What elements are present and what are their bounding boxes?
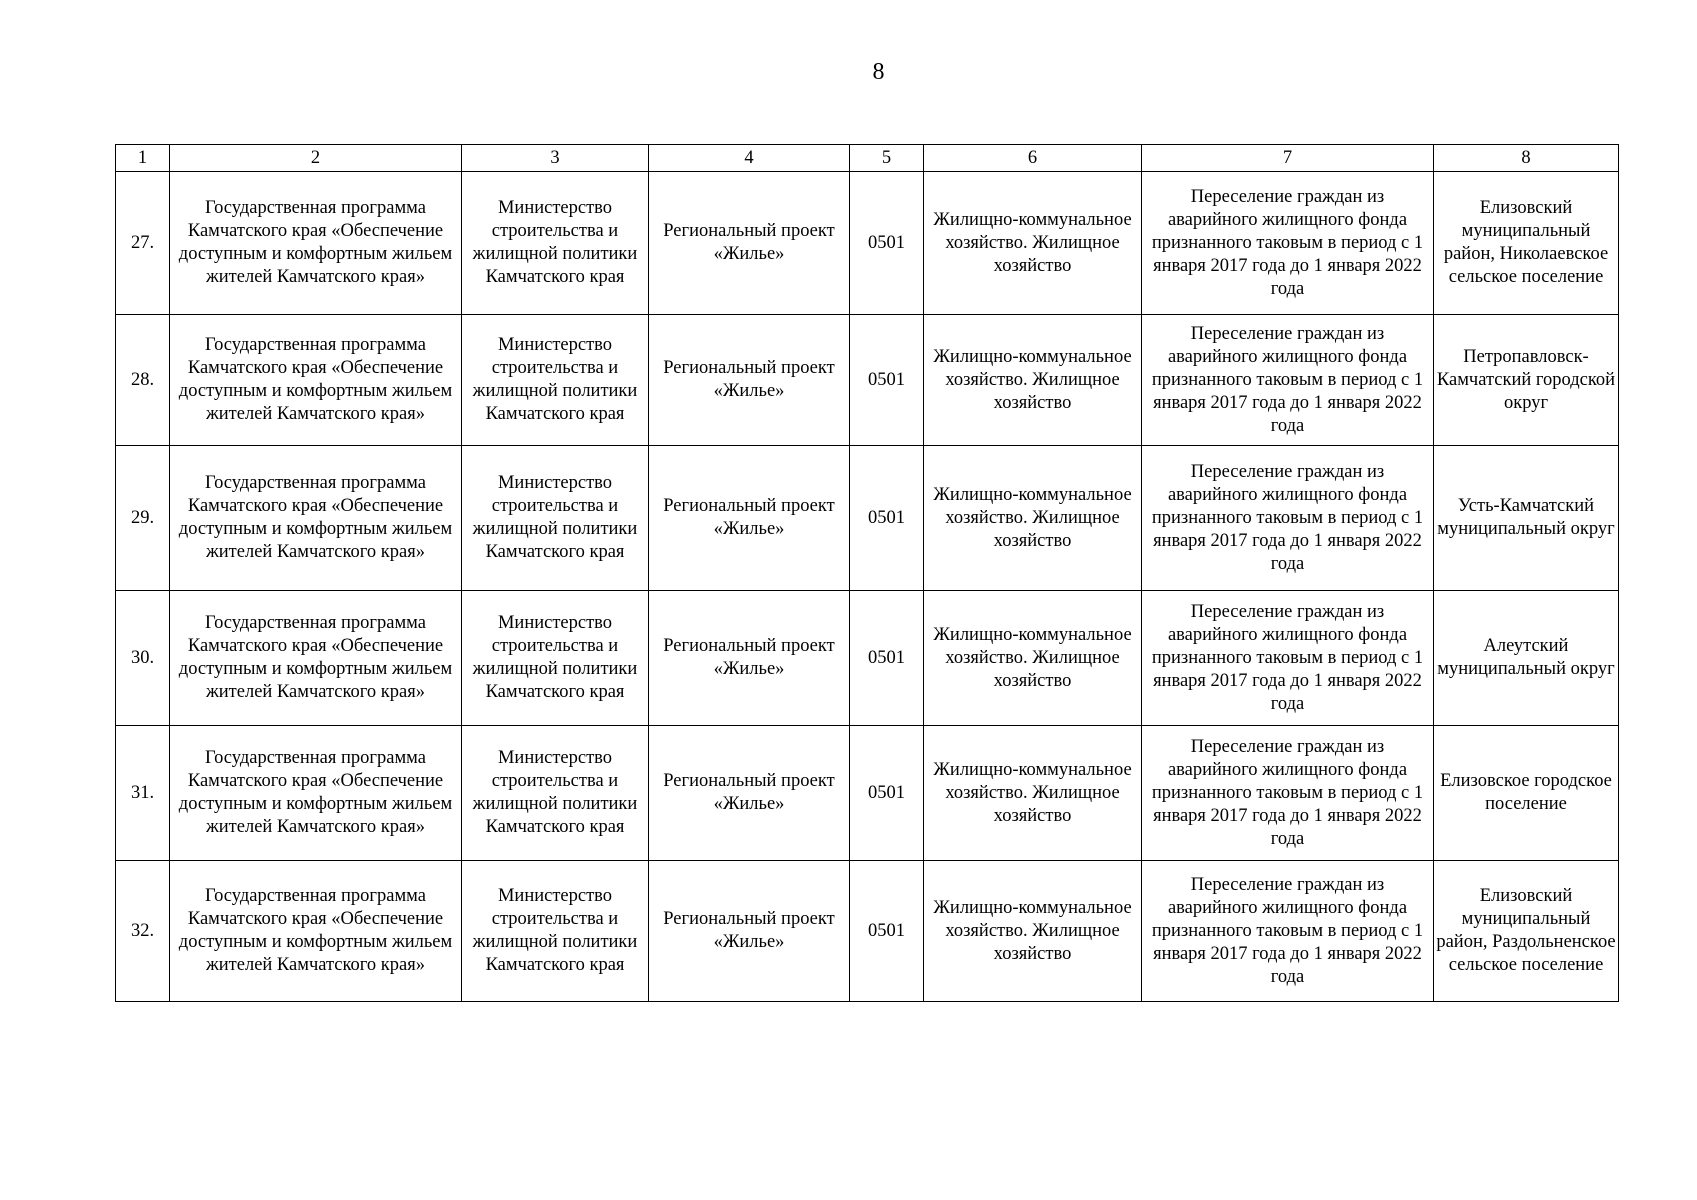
purpose-cell: Переселение граждан из аварийного жилищного фонда признанного таковым в период с 1 января 2017 года до 1 января 2022 года — [1142, 861, 1434, 1002]
program-cell: Государственная программа Камчатского края «Обеспечение доступным и комфортным жильем жителей Камчатского края» — [170, 446, 462, 591]
program-cell: Государственная программа Камчатского края «Обеспечение доступным и комфортным жильем жителей Камчатского края» — [170, 315, 462, 446]
code-cell: 0501 — [850, 861, 924, 1002]
code-cell: 0501 — [850, 446, 924, 591]
municipality-cell: Петропавловск-Камчатский городской округ — [1434, 315, 1619, 446]
code-cell: 0501 — [850, 172, 924, 315]
ministry-cell: Министерство строительства и жилищной политики Камчатского края — [462, 591, 649, 726]
project-cell: Региональный проект «Жилье» — [649, 726, 850, 861]
purpose-cell: Переселение граждан из аварийного жилищного фонда признанного таковым в период с 1 января 2017 года до 1 января 2022 года — [1142, 172, 1434, 315]
code-cell: 0501 — [850, 591, 924, 726]
purpose-cell: Переселение граждан из аварийного жилищного фонда признанного таковым в период с 1 января 2017 года до 1 января 2022 года — [1142, 726, 1434, 861]
program-cell: Государственная программа Камчатского края «Обеспечение доступным и комфортным жильем жителей Камчатского края» — [170, 726, 462, 861]
table-row — [116, 172, 1619, 315]
ministry-cell: Министерство строительства и жилищной политики Камчатского края — [462, 726, 649, 861]
purpose-cell: Переселение граждан из аварийного жилищного фонда признанного таковым в период с 1 января 2017 года до 1 января 2022 года — [1142, 315, 1434, 446]
ministry-cell: Министерство строительства и жилищной политики Камчатского края — [462, 315, 649, 446]
ministry-cell: Министерство строительства и жилищной политики Камчатского края — [462, 861, 649, 1002]
row-number-cell: 32. — [116, 861, 170, 1002]
sector-cell: Жилищно-коммунальное хозяйство. Жилищное хозяйство — [924, 446, 1142, 591]
column-header: 7 — [1142, 145, 1434, 172]
row-number-cell: 28. — [116, 315, 170, 446]
purpose-cell: Переселение граждан из аварийного жилищного фонда признанного таковым в период с 1 января 2017 года до 1 января 2022 года — [1142, 591, 1434, 726]
municipality-cell: Елизовское городское поселение — [1434, 726, 1619, 861]
project-cell: Региональный проект «Жилье» — [649, 861, 850, 1002]
row-number-cell: 31. — [116, 726, 170, 861]
purpose-cell: Переселение граждан из аварийного жилищного фонда признанного таковым в период с 1 января 2017 года до 1 января 2022 года — [1142, 446, 1434, 591]
sector-cell: Жилищно-коммунальное хозяйство. Жилищное хозяйство — [924, 315, 1142, 446]
column-header: 1 — [116, 145, 170, 172]
ministry-cell: Министерство строительства и жилищной политики Камчатского края — [462, 172, 649, 315]
row-number-cell: 30. — [116, 591, 170, 726]
program-cell: Государственная программа Камчатского края «Обеспечение доступным и комфортным жильем жителей Камчатского края» — [170, 172, 462, 315]
table-row — [116, 446, 1619, 591]
code-cell: 0501 — [850, 315, 924, 446]
column-header: 2 — [170, 145, 462, 172]
sector-cell: Жилищно-коммунальное хозяйство. Жилищное хозяйство — [924, 172, 1142, 315]
project-cell: Региональный проект «Жилье» — [649, 446, 850, 591]
row-number-cell: 27. — [116, 172, 170, 315]
column-header: 3 — [462, 145, 649, 172]
table-row — [116, 315, 1619, 446]
code-cell: 0501 — [850, 726, 924, 861]
sector-cell: Жилищно-коммунальное хозяйство. Жилищное хозяйство — [924, 726, 1142, 861]
table-row — [116, 861, 1619, 1002]
header-row — [116, 145, 1619, 172]
municipality-cell: Усть-Камчатский муниципальный округ — [1434, 446, 1619, 591]
municipality-cell: Елизовский муниципальный район, Раздольненское сельское поселение — [1434, 861, 1619, 1002]
sector-cell: Жилищно-коммунальное хозяйство. Жилищное хозяйство — [924, 591, 1142, 726]
ministry-cell: Министерство строительства и жилищной политики Камчатского края — [462, 446, 649, 591]
page-number: 8 — [872, 59, 885, 85]
data-table — [115, 144, 1619, 1002]
project-cell: Региональный проект «Жилье» — [649, 315, 850, 446]
program-cell: Государственная программа Камчатского края «Обеспечение доступным и комфортным жильем жителей Камчатского края» — [170, 591, 462, 726]
municipality-cell: Елизовский муниципальный район, Николаевское сельское поселение — [1434, 172, 1619, 315]
table-row — [116, 726, 1619, 861]
column-header: 5 — [850, 145, 924, 172]
row-number-cell: 29. — [116, 446, 170, 591]
project-cell: Региональный проект «Жилье» — [649, 591, 850, 726]
program-cell: Государственная программа Камчатского края «Обеспечение доступным и комфортным жильем жителей Камчатского края» — [170, 861, 462, 1002]
column-header: 6 — [924, 145, 1142, 172]
municipality-cell: Алеутский муниципальный округ — [1434, 591, 1619, 726]
sector-cell: Жилищно-коммунальное хозяйство. Жилищное хозяйство — [924, 861, 1142, 1002]
table-row — [116, 591, 1619, 726]
column-header: 8 — [1434, 145, 1619, 172]
project-cell: Региональный проект «Жилье» — [649, 172, 850, 315]
column-header: 4 — [649, 145, 850, 172]
